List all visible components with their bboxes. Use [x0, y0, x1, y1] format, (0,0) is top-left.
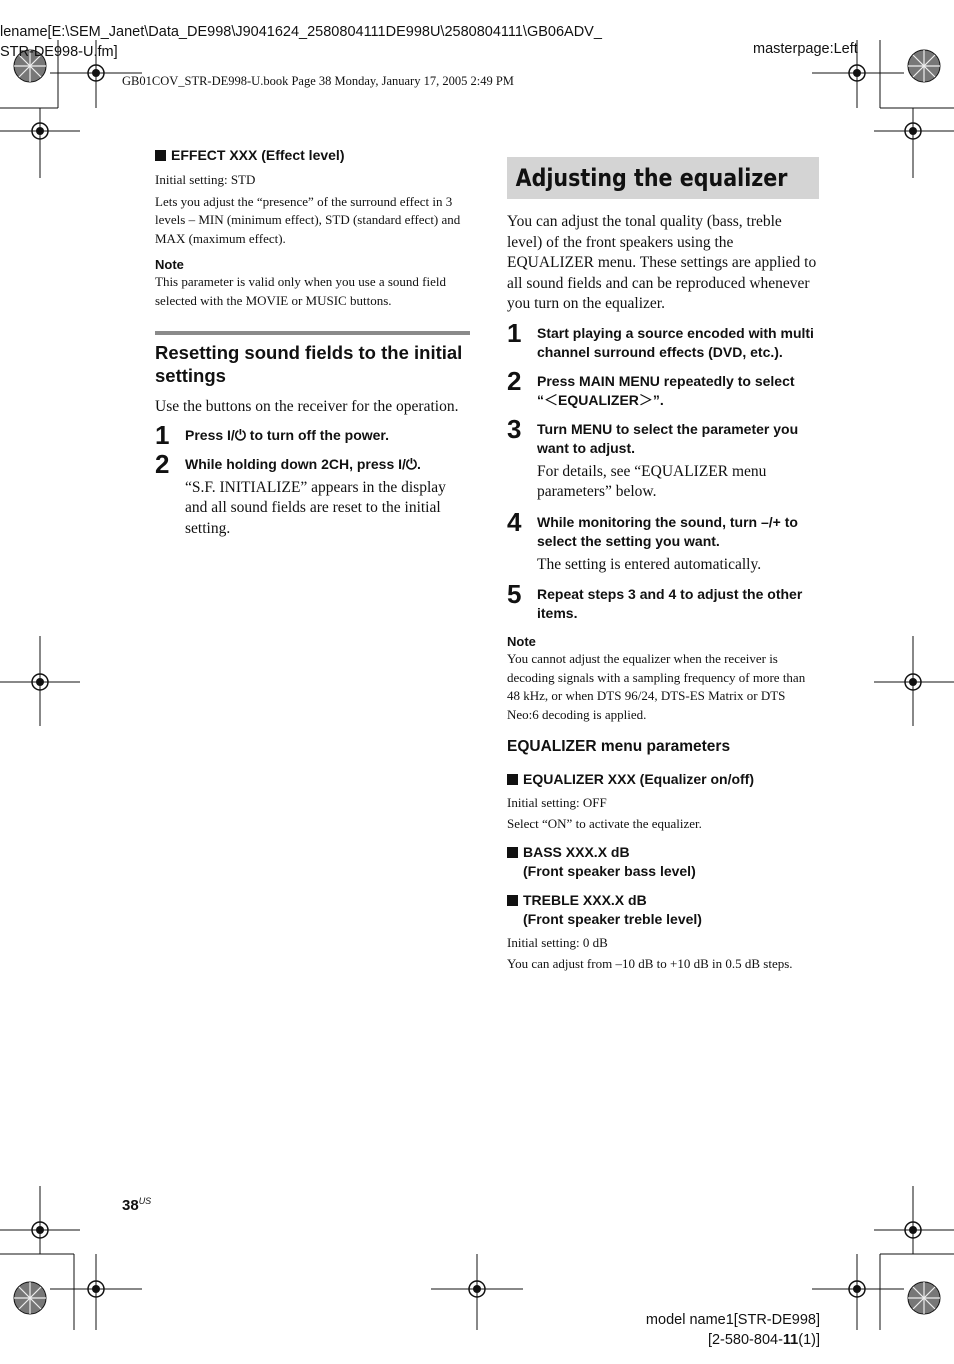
- step-text: Turn MENU to select the parameter you want to adjust.: [537, 420, 799, 456]
- equalizer-title-banner: [507, 157, 819, 199]
- eq-step-4: [507, 506, 819, 576]
- square-bullet-icon: [507, 895, 518, 906]
- step-text: Press I/⏻ to turn off the power.: [185, 426, 389, 443]
- effect-heading-text: EFFECT XXX (Effect level): [171, 147, 345, 163]
- page-number: [122, 1196, 151, 1214]
- step-number: 2: [155, 448, 170, 479]
- step-description: The setting is entered automatically.: [537, 555, 762, 573]
- step-text: While holding down 2CH, press I/⏻.: [185, 455, 421, 472]
- model-name: model name1[STR-DE998]: [645, 1312, 820, 1328]
- step-text: While monitoring the sound, turn –/+ to select the setting you want.: [537, 513, 798, 549]
- square-bullet-icon: [507, 774, 518, 785]
- step-number: 2: [507, 365, 522, 396]
- tone-range: You can adjust from –10 dB to +10 dB in 0.5 dB steps.: [507, 955, 793, 971]
- file-path-line-2: STR-DE998-U.fm]: [0, 44, 118, 60]
- effect-initial: Initial setting: STD: [155, 172, 256, 187]
- eq-step-5: [507, 579, 819, 623]
- effect-note-label: Note: [155, 257, 184, 272]
- eq-onoff-desc: Select “ON” to activate the equalizer.: [507, 815, 702, 831]
- model-code-bold: 11: [782, 1332, 799, 1348]
- eq-onoff-initial: Initial setting: OFF: [507, 795, 607, 810]
- step-number: 4: [507, 506, 522, 537]
- step-number: 3: [507, 413, 522, 444]
- step-number: 5: [507, 579, 522, 609]
- eq-params-heading: EQUALIZER menu parameters: [507, 738, 731, 755]
- step-text: Start playing a source encoded with multi channel surround effects (DVD, etc.).: [537, 324, 814, 360]
- reset-step-1: [155, 419, 470, 450]
- square-bullet-icon: [155, 150, 166, 161]
- tone-initial: Initial setting: 0 dB: [507, 935, 608, 950]
- eq-note-text: You cannot adjust the equalizer when the receiver is decoding signals with a sampling frequency of more than 48 kHz, or when DTS 96/24, DTS-ES Matrix or DTS Neo:6 decoding is applied.: [507, 651, 806, 722]
- right-column: [507, 157, 819, 973]
- model-code-suffix: (1)]: [798, 1332, 820, 1348]
- file-path-header: [0, 22, 602, 62]
- effect-note-text: This parameter is valid only when you use a sound field selected with the MOVIE or MUSIC buttons.: [155, 274, 446, 308]
- equalizer-title: Adjusting the equalizer: [515, 164, 788, 192]
- eq-step-1: [507, 317, 819, 362]
- reset-step-2: [155, 448, 470, 540]
- eq-step-2: [507, 365, 819, 410]
- step-number: 1: [507, 317, 522, 348]
- file-path-line-1: lename[E:\SEM_Janet\Data_DE998\J9041624_2580804111DE998U\2580804111\GB06ADV_: [0, 24, 602, 40]
- bass-subheading: (Front speaker bass level): [523, 863, 696, 879]
- book-info: GB01COV_STR-DE998-U.book Page 38 Monday, January 17, 2005 2:49 PM: [122, 74, 514, 88]
- masterpage-label: masterpage:Left: [753, 41, 858, 57]
- step-text: Press MAIN MENU repeatedly to select “＜EQUALIZER＞”.: [537, 372, 795, 408]
- treble-heading-text: TREBLE XXX.X dB: [523, 892, 647, 908]
- effect-heading: [155, 146, 470, 165]
- bass-heading-text: BASS XXX.X dB: [523, 844, 630, 860]
- section-rule: [155, 331, 470, 335]
- reset-intro: Use the buttons on the receiver for the operation.: [155, 398, 459, 415]
- step-number: 1: [155, 419, 170, 450]
- treble-subheading: (Front speaker treble level): [523, 911, 702, 927]
- equalizer-intro: You can adjust the tonal quality (bass, treble level) of the front speakers using the EQUALIZER menu. These settings are applied to all sound fields and can be reproduced whenever you turn on the equalizer.: [507, 213, 817, 312]
- bass-heading: [507, 843, 819, 881]
- eq-onoff-heading-text: EQUALIZER XXX (Equalizer on/off): [523, 771, 755, 787]
- eq-note-label: Note: [507, 634, 536, 649]
- eq-step-3: [507, 413, 819, 503]
- page-number-suffix: US: [138, 1196, 152, 1206]
- eq-onoff-heading: [507, 770, 819, 789]
- step-description: For details, see “EQUALIZER menu parameters” below.: [537, 462, 767, 500]
- page-number-value: 38: [122, 1197, 139, 1214]
- square-bullet-icon: [507, 847, 518, 858]
- model-code: [708, 1332, 820, 1348]
- treble-heading: [507, 891, 819, 929]
- model-code-prefix: [2-580-804-: [707, 1332, 783, 1348]
- step-description: “S.F. INITIALIZE” appears in the display and all sound fields are reset to the initial setting.: [185, 478, 446, 537]
- effect-description: Lets you adjust the “presence” of the surround effect in 3 levels – MIN (minimum effect), STD (standard effect) and MAX (maximum effect).: [155, 193, 461, 246]
- reset-section-title: Resetting sound fields to the initial settings: [155, 342, 463, 386]
- left-column: [155, 146, 470, 539]
- effect-section: [155, 146, 470, 310]
- step-text: Repeat steps 3 and 4 to adjust the other items.: [537, 586, 803, 621]
